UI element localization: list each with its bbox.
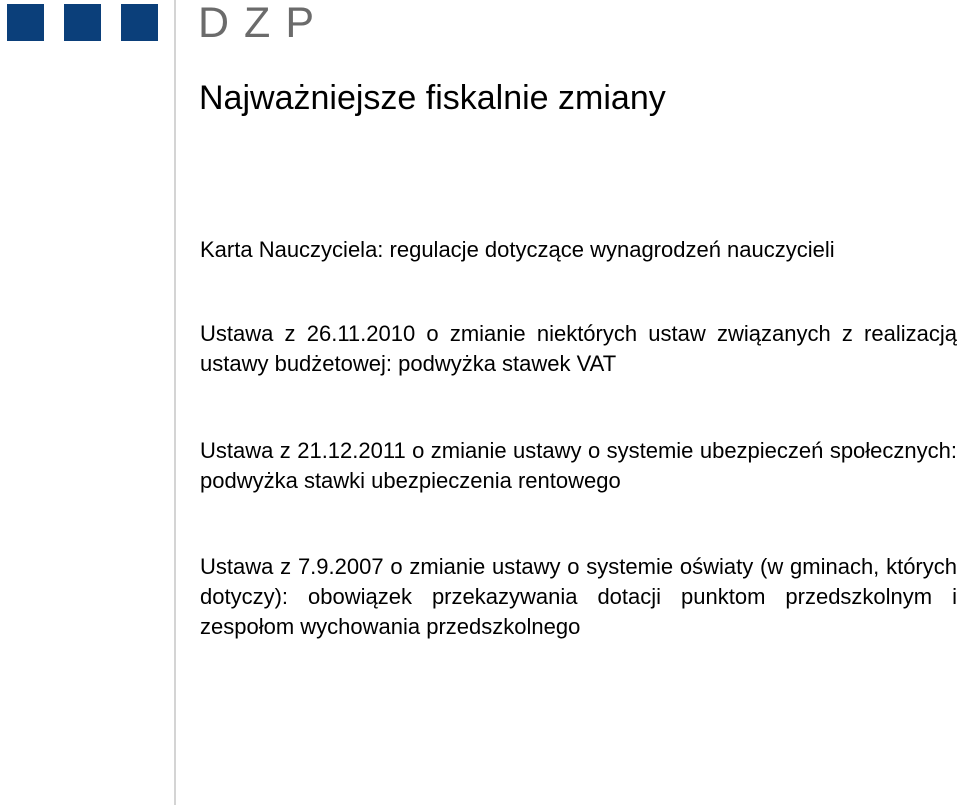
vertical-divider (174, 0, 176, 805)
logo-squares (7, 4, 158, 41)
slide-title: Najważniejsze fiskalnie zmiany (199, 79, 666, 117)
paragraph-ustawa-2011: Ustawa z 21.12.2011 o zmianie ustawy o systemie ubezpieczeń społecznych: podwyżka stawki ubezpieczenia rentowego (200, 438, 957, 493)
logo-wordmark: DZP (198, 0, 329, 47)
paragraph-karta-nauczyciela: Karta Nauczyciela: regulacje dotyczące wynagrodzeń nauczycieli (200, 237, 835, 262)
paragraph-ustawa-2010: Ustawa z 26.11.2010 o zmianie niektórych ustaw związanych z realizacją ustawy budżetowej: podwyżka stawek VAT (200, 321, 957, 376)
logo-square-2 (64, 4, 101, 41)
logo-square-1 (7, 4, 44, 41)
logo-square-3 (121, 4, 158, 41)
paragraph-ustawa-2007: Ustawa z 7.9.2007 o zmianie ustawy o systemie oświaty (w gminach, których dotyczy): obowiązek przekazywania dotacji punktom przedszkolnym i zespołom wychowania przedszkolnego (200, 554, 957, 639)
